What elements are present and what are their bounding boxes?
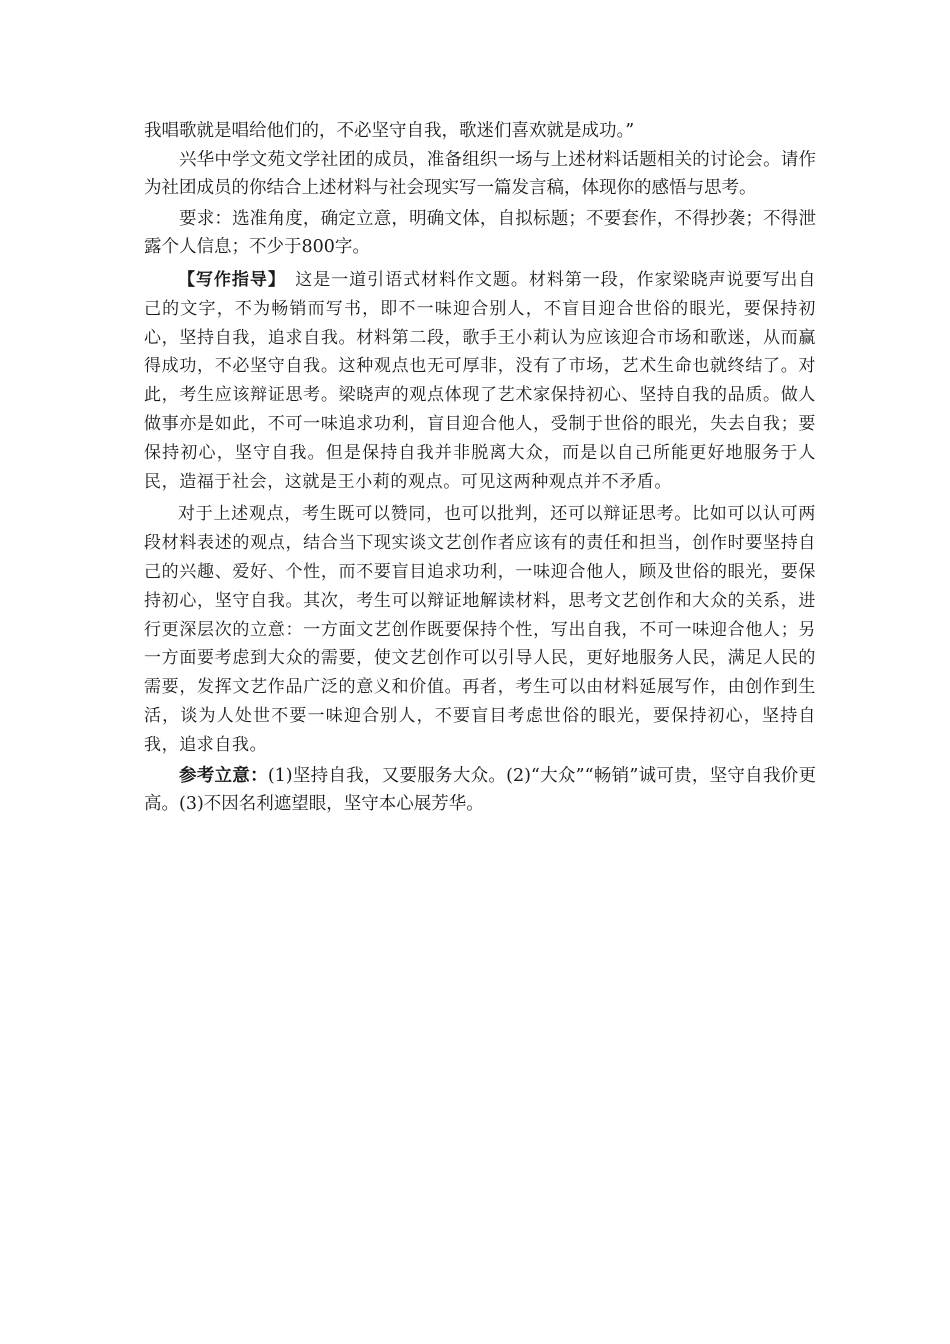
requirements-paragraph: 要求：选准角度，确定立意，明确文体，自拟标题；不要套作，不得抄袭；不得泄露个人信息；不少于800字。 <box>144 208 816 258</box>
reference-text: (1)坚持自我，又要服务大众。(2)“大众”“畅销”诚可贵，坚守自我价更高。(3)不因名利遮望眼，坚守本心展芳华。 <box>144 765 816 815</box>
reference-label: 参考立意： <box>179 765 268 786</box>
writing-guide-paragraph <box>144 266 816 496</box>
task-paragraph: 兴华中学文苑文学社团的成员，准备组织一场与上述材料话题相关的讨论会。请作为社团成员的你结合上述材料与社会现实写一篇发言稿，体现你的感悟与思考。 <box>144 149 816 199</box>
quote-line: 我唱歌就是唱给他们的，不必坚守自我，歌迷们喜欢就是成功。” <box>144 121 635 141</box>
document-body <box>144 117 816 819</box>
writing-guide-text: 这是一道引语式材料作文题。材料第一段，作家梁晓声说要写出自己的文字，不为畅销而写书，即不一味迎合别人，不盲目迎合世俗的眼光，要保持初心，坚持自我，追求自我。材料第二段，歌手王小莉认为应该迎合市场和歌迷，从而赢得成功，不必坚守自我。这种观点也无可厚非，没有了市场，艺术生命也就终结了。对此，考生应该辩证思考。梁晓声的观点体现了艺术家保持初心、坚持自我的品质。做人做事亦是如此，不可一味追求功利，盲目迎合他人，受制于世俗的眼光，失去自我；要保持初心，坚守自我。但是保持自我并非脱离大众，而是以自己所能更好地服务于人民，造福于社会，这就是王小莉的观点。可见这两种观点并不矛盾。 <box>144 269 816 492</box>
reference-paragraph <box>144 762 816 819</box>
writing-guide-label: 【写作指导】 <box>178 269 278 290</box>
analysis-paragraph: 对于上述观点，考生既可以赞同，也可以批判，还可以辩证思考。比如可以认可两段材料表述的观点，结合当下现实谈文艺创作者应该有的责任和担当，创作时要坚持自己的兴趣、爱好、个性，而不要盲目追求功利，一味迎合他人，顾及世俗的眼光，要保持初心，坚守自我。其次，考生可以辩证地解读材料，思考文艺创作和大众的关系，进行更深层次的立意：一方面文艺创作既要保持个性，写出自我，不可一味迎合他人；另一方面要考虑到大众的需要，使文艺创作可以引导人民，更好地服务人民，满足人民的需要，发挥文艺作品广泛的意义和价值。再者，考生可以由材料延展写作，由创作到生活，谈为人处世不要一味迎合别人，不要盲目考虑世俗的眼光，要保持初心，坚持自我，追求自我。 <box>144 504 816 755</box>
